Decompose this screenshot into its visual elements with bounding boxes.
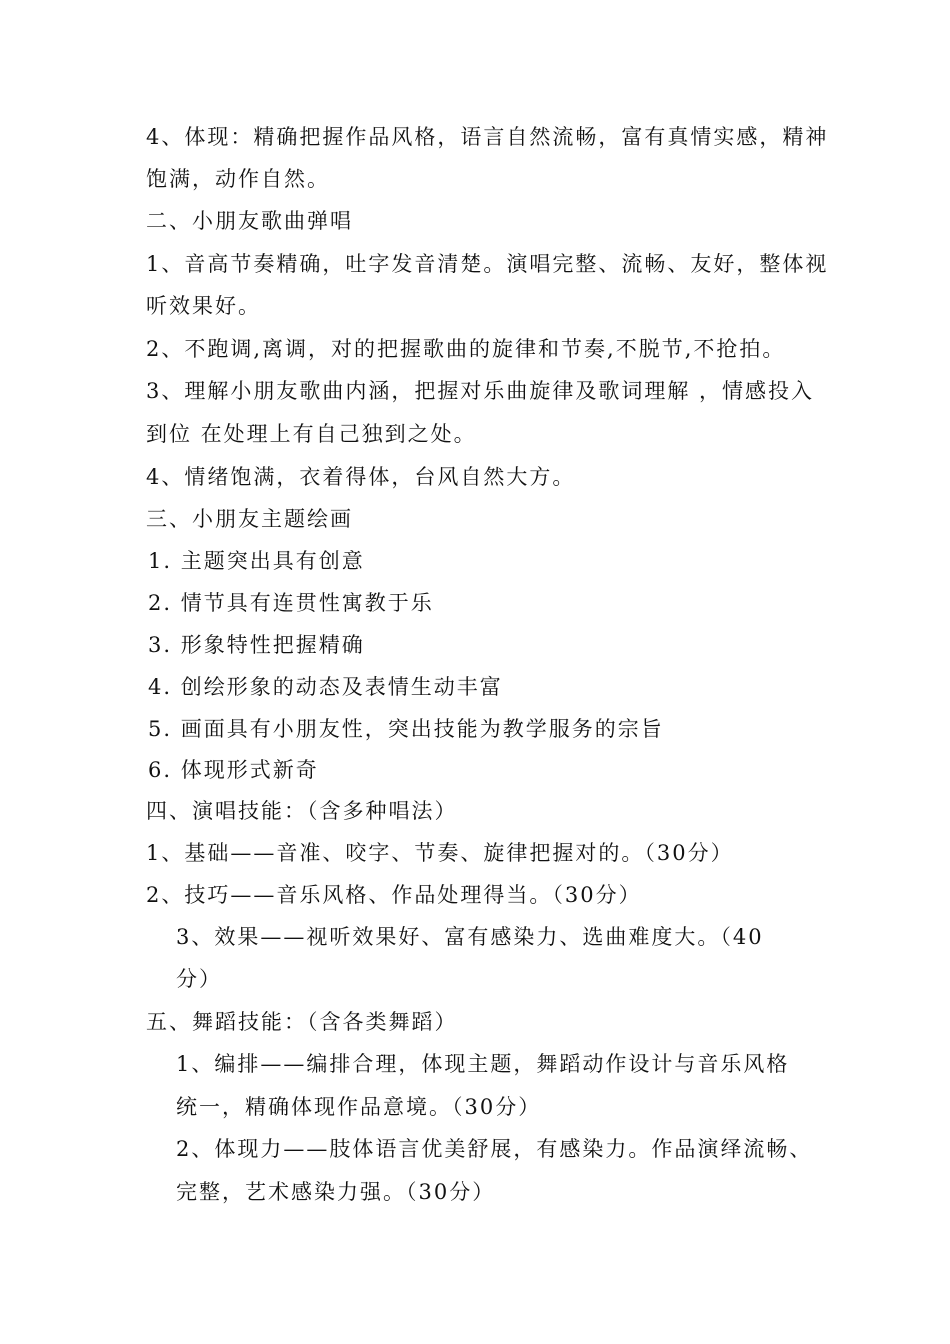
text-line: 3、效果——视听效果好、富有感染力、选曲难度大。（40 [176,925,764,949]
text-line: 1、基础——音准、咬字、节奏、旋律把握对的。（30分） [146,841,734,865]
list-item: 6. 体现形式新奇 [148,758,319,782]
list-item: 2. 情节具有连贯性寓教于乐 [148,591,434,615]
text-line: 2、体现力——肢体语言优美舒展，有感染力。作品演绎流畅、 [176,1137,813,1161]
text-line: 完整，艺术感染力强。（30分） [176,1180,496,1204]
text-line: 1、编排——编排合理，体现主题，舞蹈动作设计与音乐风格 [176,1052,790,1076]
text-line: 饱满，动作自然。 [146,167,330,191]
text-line: 分） [176,967,222,991]
list-item: 4. 创绘形象的动态及表情生动丰富 [148,675,503,699]
section-heading: 三、小朋友主题绘画 [146,507,353,531]
text-line: 1、音高节奏精确，吐字发音清楚。演唱完整、流畅、友好，整体视 [146,252,829,276]
text-line: 2、技巧——音乐风格、作品处理得当。（30分） [146,883,642,907]
list-item: 5. 画面具有小朋友性，突出技能为教学服务的宗旨 [148,717,664,741]
text-line: 听效果好。 [146,294,261,318]
section-heading: 四、演唱技能：（含多种唱法） [146,799,458,823]
section-heading: 五、舞蹈技能：（含各类舞蹈） [146,1010,458,1034]
section-heading: 二、小朋友歌曲弹唱 [146,209,353,233]
text-line: 4、情绪饱满，衣着得体，台风自然大方。 [146,465,576,489]
list-item: 3. 形象特性把握精确 [148,633,365,657]
text-line: 4、体现：精确把握作品风格，语言自然流畅，富有真情实感，精神 [146,125,829,149]
text-line: 2、不跑调,离调，对的把握歌曲的旋律和节奏,不脱节,不抢拍。 [146,337,786,361]
list-item: 1. 主题突出具有创意 [148,549,365,573]
text-line: 到位 在处理上有自己独到之处。 [146,422,477,446]
text-line: 统一，精确体现作品意境。（30分） [176,1095,542,1119]
text-line: 3、理解小朋友歌曲内涵，把握对乐曲旋律及歌词理解 ，情感投入 [146,379,815,403]
